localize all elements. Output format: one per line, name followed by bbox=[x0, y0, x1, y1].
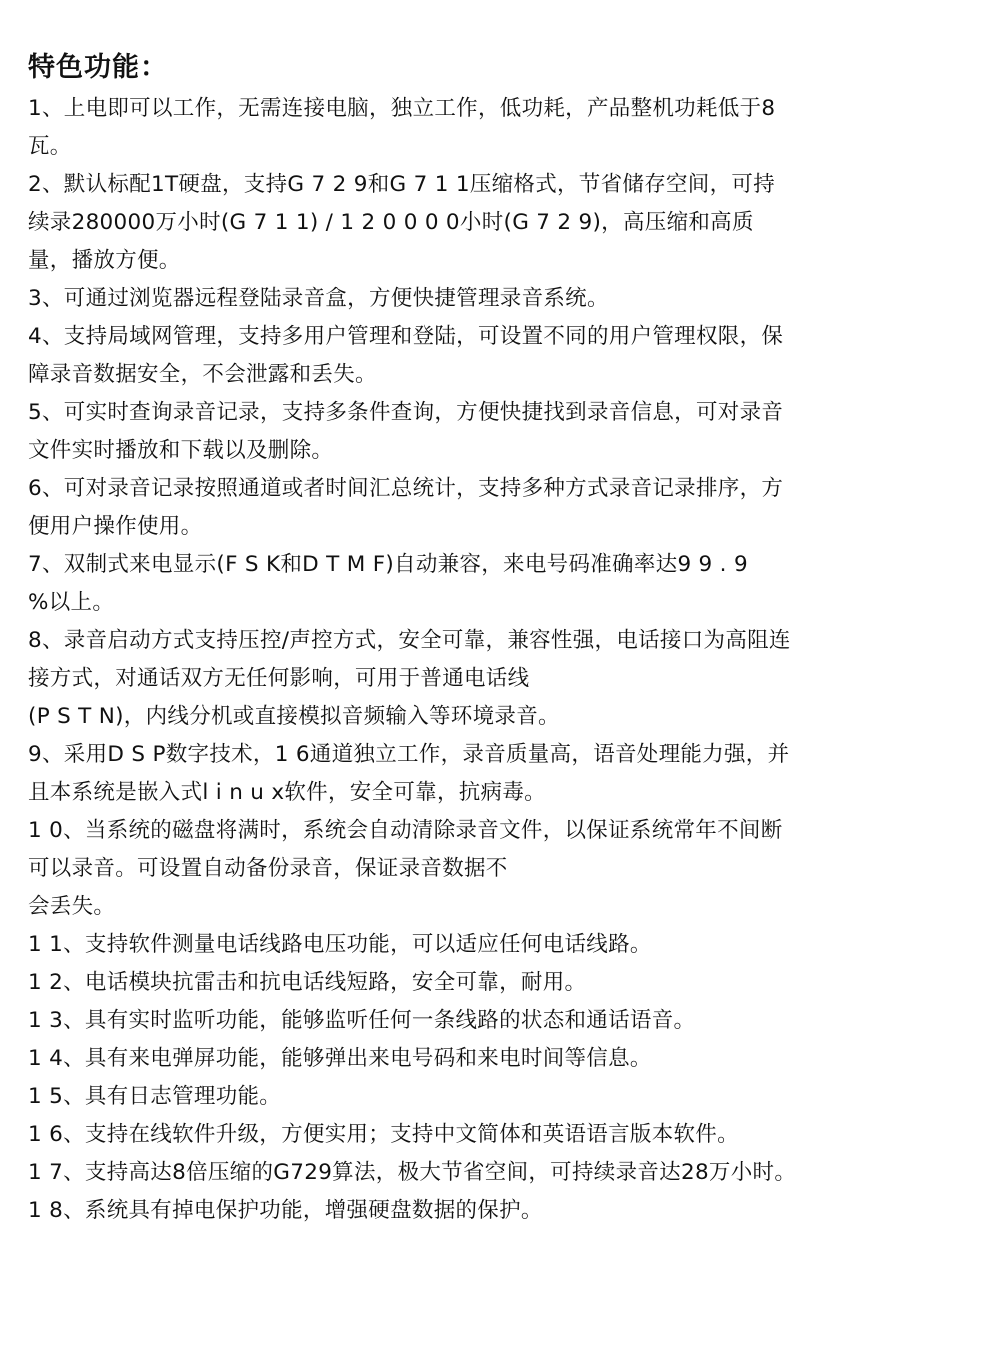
text-line: 续录280000万小时(G 7 1 1) / 1 2 0 0 0 0小时(G 7 2 9)，高压缩和高质 bbox=[28, 210, 754, 235]
text-line: 可以录音。可设置自动备份录音，保证录音数据不 bbox=[28, 856, 508, 881]
feature-list bbox=[28, 90, 958, 1230]
text-line: 1 2、电话模块抗雷击和抗电话线短路，安全可靠，耐用。 bbox=[28, 970, 587, 995]
text-line: 障录音数据安全，不会泄露和丢失。 bbox=[28, 362, 377, 387]
text-line: 且本系统是嵌入式l i n u x软件，安全可靠，抗病毒。 bbox=[28, 780, 546, 805]
text-line: 1 1、支持软件测量电话线路电压功能，可以适应任何电话线路。 bbox=[28, 932, 652, 957]
text-line: 8、录音启动方式支持压控/声控方式，安全可靠，兼容性强，电话接口为高阻连 bbox=[28, 628, 791, 653]
document bbox=[28, 48, 958, 1230]
text-line: 1 5、具有日志管理功能。 bbox=[28, 1084, 282, 1109]
text-line: 1、上电即可以工作，无需连接电脑，独立工作，低功耗，产品整机功耗低于8 bbox=[28, 96, 776, 121]
text-line: 瓦。 bbox=[28, 134, 72, 159]
text-line: (P S T N)，内线分机或直接模拟音频输入等环境录音。 bbox=[28, 704, 560, 729]
text-line: 1 0、当系统的磁盘将满时，系统会自动清除录音文件，以保证系统常年不间断 bbox=[28, 818, 783, 843]
text-line: 1 7、支持高达8倍压缩的G729算法，极大节省空间，可持续录音达28万小时。 bbox=[28, 1160, 797, 1185]
text-line: 文件实时播放和下载以及删除。 bbox=[28, 438, 334, 463]
text-line: 1 6、支持在线软件升级，方便实用；支持中文简体和英语语言版本软件。 bbox=[28, 1122, 739, 1147]
text-line: 1 3、具有实时监听功能，能够监听任何一条线路的状态和通话语音。 bbox=[28, 1008, 696, 1033]
text-line: 6、可对录音记录按照通道或者时间汇总统计，支持多种方式录音记录排序，方 bbox=[28, 476, 784, 501]
text-line: 2、默认标配1T硬盘，支持G 7 2 9和G 7 1 1压缩格式，节省储存空间，可持 bbox=[28, 172, 775, 197]
text-line: 9、采用D S P数字技术，1 6通道独立工作，录音质量高，语音处理能力强，并 bbox=[28, 742, 790, 767]
text-line: 7、双制式来电显示(F S K和D T M F)自动兼容，来电号码准确率达9 9 . 9 bbox=[28, 552, 748, 577]
page-title: 特色功能： bbox=[28, 52, 168, 83]
text-line: 便用户操作使用。 bbox=[28, 514, 203, 539]
text-line: 5、可实时查询录音记录，支持多条件查询，方便快捷找到录音信息，可对录音 bbox=[28, 400, 784, 425]
text-line: %以上。 bbox=[28, 590, 115, 615]
text-line: 量，播放方便。 bbox=[28, 248, 181, 273]
text-line: 接方式，对通话双方无任何影响，可用于普通电话线 bbox=[28, 666, 530, 691]
text-line: 4、支持局域网管理，支持多用户管理和登陆，可设置不同的用户管理权限，保 bbox=[28, 324, 784, 349]
text-line: 1 8、系统具有掉电保护功能，增强硬盘数据的保护。 bbox=[28, 1198, 543, 1223]
text-line: 会丢失。 bbox=[28, 894, 116, 919]
text-line: 1 4、具有来电弹屏功能，能够弹出来电号码和来电时间等信息。 bbox=[28, 1046, 652, 1071]
text-line: 3、可通过浏览器远程登陆录音盒，方便快捷管理录音系统。 bbox=[28, 286, 609, 311]
